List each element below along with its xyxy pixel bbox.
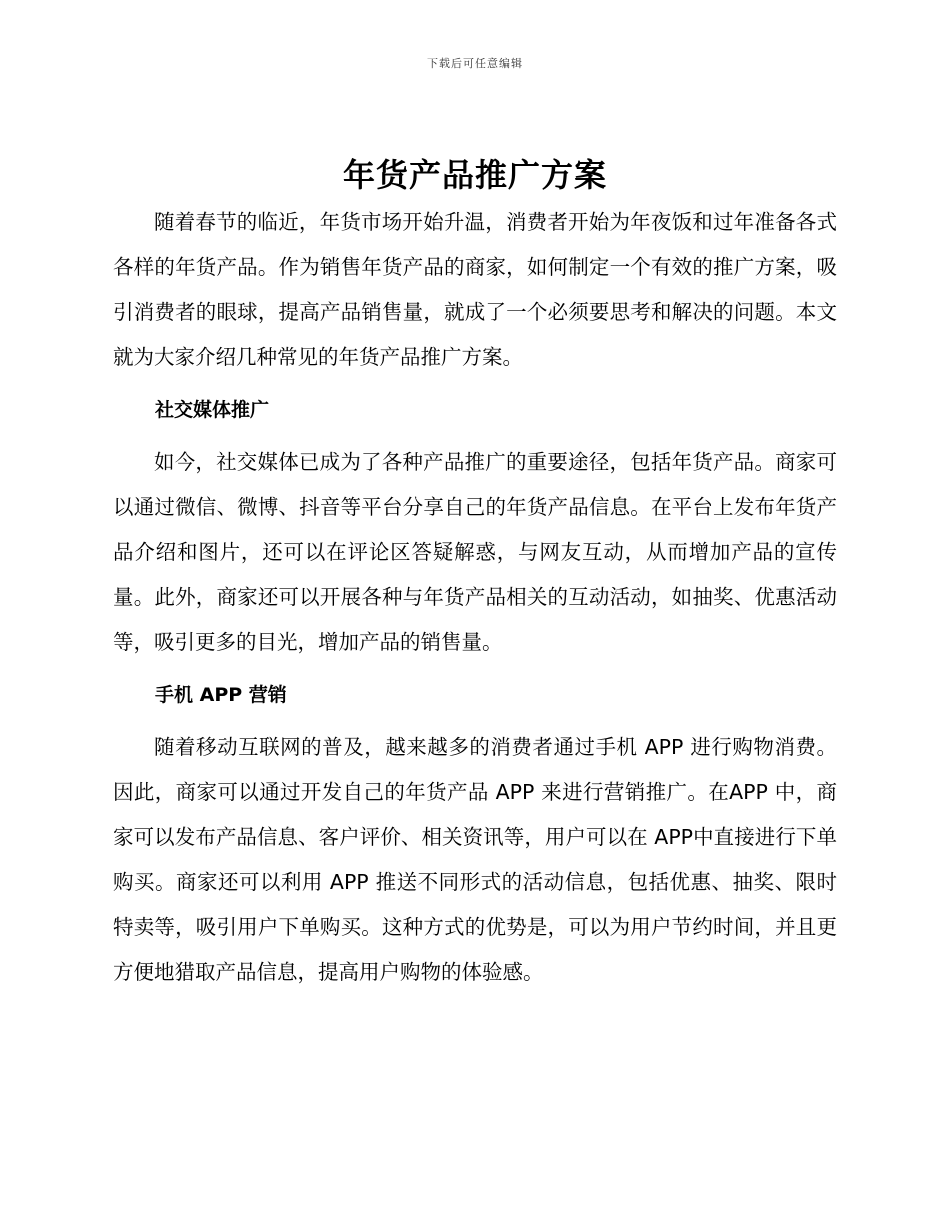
- section-paragraph-mobile-app: 随着移动互联网的普及，越来越多的消费者通过手机 APP 进行购物消费。因此，商家可以通过开发自己的年货产品 APP 来进行营销推广。在APP 中，商家可以发布产品信息、客户评价、相关资讯等，用户可以在 APP中直接进行下单购买。商家还可以利用 APP 推送不同形式的活动信息，包括优惠、抽奖、限时特卖等，吸引用户下单购买。这种方式的优势是，可以为用户节约时间，并且更方便地猎取产品信息，提高用户购物的体验感。: [113, 735, 837, 984]
- document-title: 年货产品推广方案: [342, 156, 607, 194]
- document-body: [113, 200, 837, 995]
- section-paragraph-social-media: 如今，社交媒体已成为了各种产品推广的重要途径，包括年货产品。商家可以通过微信、微博、抖音等平台分享自己的年货产品信息。在平台上发布年货产品介绍和图片，还可以在评论区答疑解惑，与网友互动，从而增加产品的宣传量。此外，商家还可以开展各种与年货产品相关的互动活动，如抽奖、优惠活动等，吸引更多的目光，增加产品的销售量。: [113, 450, 837, 654]
- header-note: 下载后可任意编辑: [427, 57, 523, 70]
- section-heading-mobile-app: 手机 APP 营销: [155, 684, 287, 706]
- section-heading-social-media: 社交媒体推广: [155, 399, 270, 421]
- intro-paragraph: 随着春节的临近，年货市场开始升温，消费者开始为年夜饭和过年准备各式各样的年货产品。作为销售年货产品的商家，如何制定一个有效的推广方案，吸引消费者的眼球，提高产品销售量，就成了一个必须要思考和解决的问题。本文就为大家介绍几种常见的年货产品推广方案。: [113, 210, 837, 369]
